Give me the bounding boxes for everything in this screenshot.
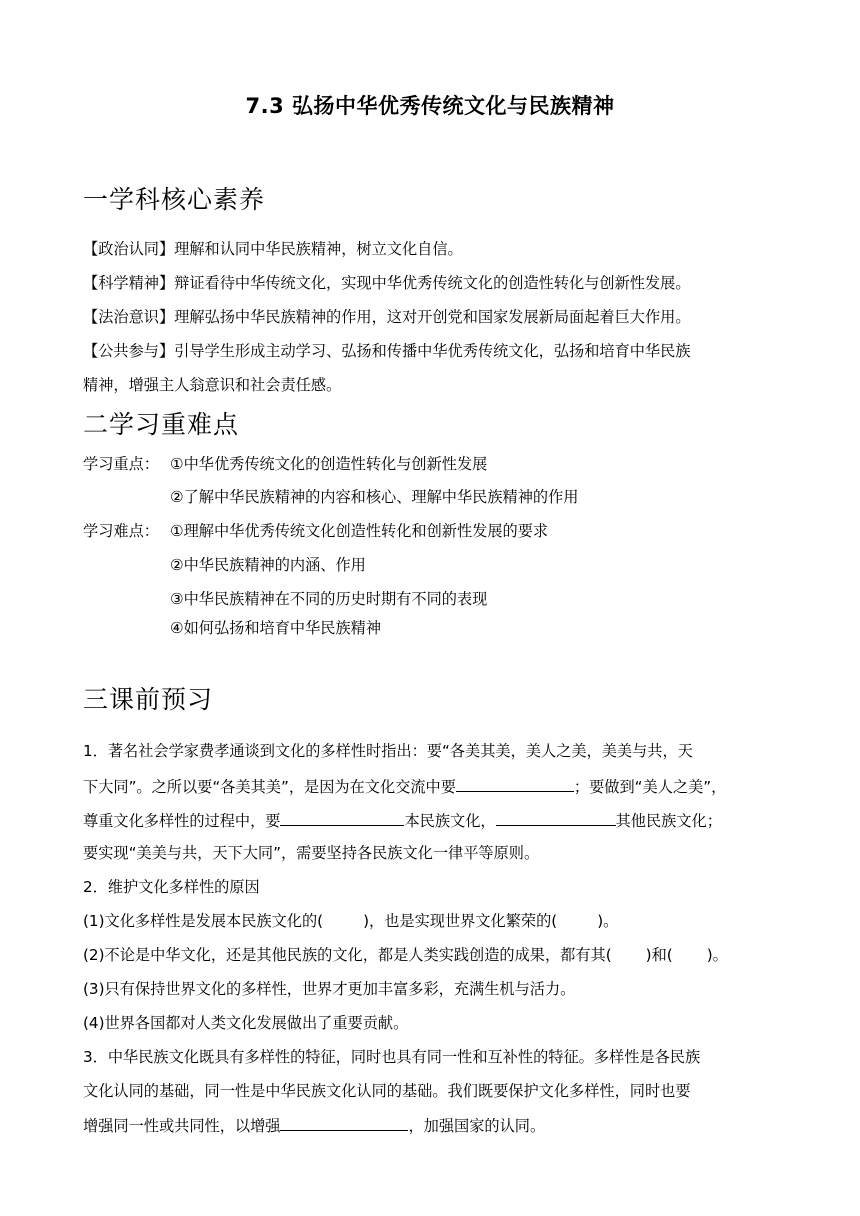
q3-line-3 <box>83 1113 545 1136</box>
q1-blank-2[interactable] <box>280 808 404 826</box>
q1-text: 尊重文化多样性的过程中，要 <box>83 812 281 830</box>
q1-line-1: 1．著名社会学家费孝通谈到文化的多样性时指出：要“各美其美，美人之美，美美与共，天 <box>83 742 693 760</box>
q2-item-2 <box>83 944 728 965</box>
q1-line-4: 要实现“美美与共，天下大同”，需要坚持各民族文化一律平等原则。 <box>83 844 540 862</box>
difficult-point-item: ②中华民族精神的内涵、作用 <box>170 556 366 574</box>
q3-blank[interactable] <box>280 1113 408 1131</box>
literacy-rule-of-law: 【法治意识】理解弘扬中华民族精神的作用，这对开创党和国家发展新局面起着巨大作用。 <box>83 308 691 326</box>
difficult-point-item: ①理解中华优秀传统文化创造性转化和创新性发展的要求 <box>170 522 549 540</box>
q3-line-2: 文化认同的基础，同一性是中华民族文化认同的基础。我们既要保护文化多样性，同时也要 <box>83 1082 691 1100</box>
q2-title: 2．维护文化多样性的原因 <box>83 878 260 896</box>
literacy-public-participation-cont: 精神，增强主人翁意识和社会责任感。 <box>83 376 342 394</box>
q2-text: )。 <box>597 912 619 930</box>
q3-text: ，加强国家的认同。 <box>408 1117 546 1135</box>
q2-text: (2)不论是中华文化，还是其他民族的文化，都是人类实践创造的成果，都有其( <box>83 946 612 964</box>
section-heading-core-literacy: 一学科核心素养 <box>83 185 266 214</box>
literacy-political-identity: 【政治认同】理解和认同中华民族精神，树立文化自信。 <box>83 240 463 258</box>
literacy-public-participation: 【公共参与】引导学生形成主动学习、弘扬和传播中华优秀传统文化，弘扬和培育中华民族 <box>83 342 691 360</box>
key-point-item: ①中华优秀传统文化的创造性转化与创新性发展 <box>170 455 488 473</box>
q2-text: )。 <box>706 946 728 964</box>
difficult-point-item: ④如何弘扬和培育中华民族精神 <box>170 619 382 637</box>
key-point-item: ②了解中华民族精神的内容和核心、理解中华民族精神的作用 <box>170 488 579 506</box>
difficult-points-label: 学习难点： <box>83 522 159 540</box>
q1-text: ；要做到“美人之美”， <box>573 778 727 796</box>
q3-line-1: 3．中华民族文化既具有多样性的特征，同时也具有同一性和互补性的特征。多样性是各民族 <box>83 1048 701 1066</box>
q1-line-2 <box>83 774 726 797</box>
q1-text: 本民族文化， <box>404 812 496 830</box>
q2-text: (1)文化多样性是发展本民族文化的( <box>83 912 324 930</box>
q1-blank-3[interactable] <box>496 808 616 826</box>
q1-blank-1[interactable] <box>456 774 574 792</box>
q1-text: 其他民族文化； <box>615 812 722 830</box>
q2-text: )和( <box>645 946 673 964</box>
literacy-scientific-spirit: 【科学精神】辩证看待中华传统文化，实现中华优秀传统文化的创造性转化与创新性发展。 <box>83 274 691 292</box>
q3-text: 增强同一性或共同性，以增强 <box>83 1117 281 1135</box>
section-heading-key-points: 二学习重难点 <box>83 410 240 439</box>
q2-text: )，也是实现世界文化繁荣的( <box>363 912 558 930</box>
page-title: 7.3 弘扬中华优秀传统文化与民族精神 <box>245 94 615 118</box>
q2-item-1 <box>83 910 618 931</box>
q2-item-4: (4)世界各国都对人类文化发展做出了重要贡献。 <box>83 1014 409 1032</box>
section-heading-preview: 三课前预习 <box>83 685 214 714</box>
q1-text: 下大同”。之所以要“各美其美”，是因为在文化交流中要 <box>83 778 456 796</box>
key-points-label: 学习重点： <box>83 455 159 473</box>
q1-line-3 <box>83 808 722 831</box>
q2-item-3: (3)只有保持世界文化的多样性，世界才更加丰富多彩，充满生机与活力。 <box>83 980 576 998</box>
difficult-point-item: ③中华民族精神在不同的历史时期有不同的表现 <box>170 590 488 608</box>
